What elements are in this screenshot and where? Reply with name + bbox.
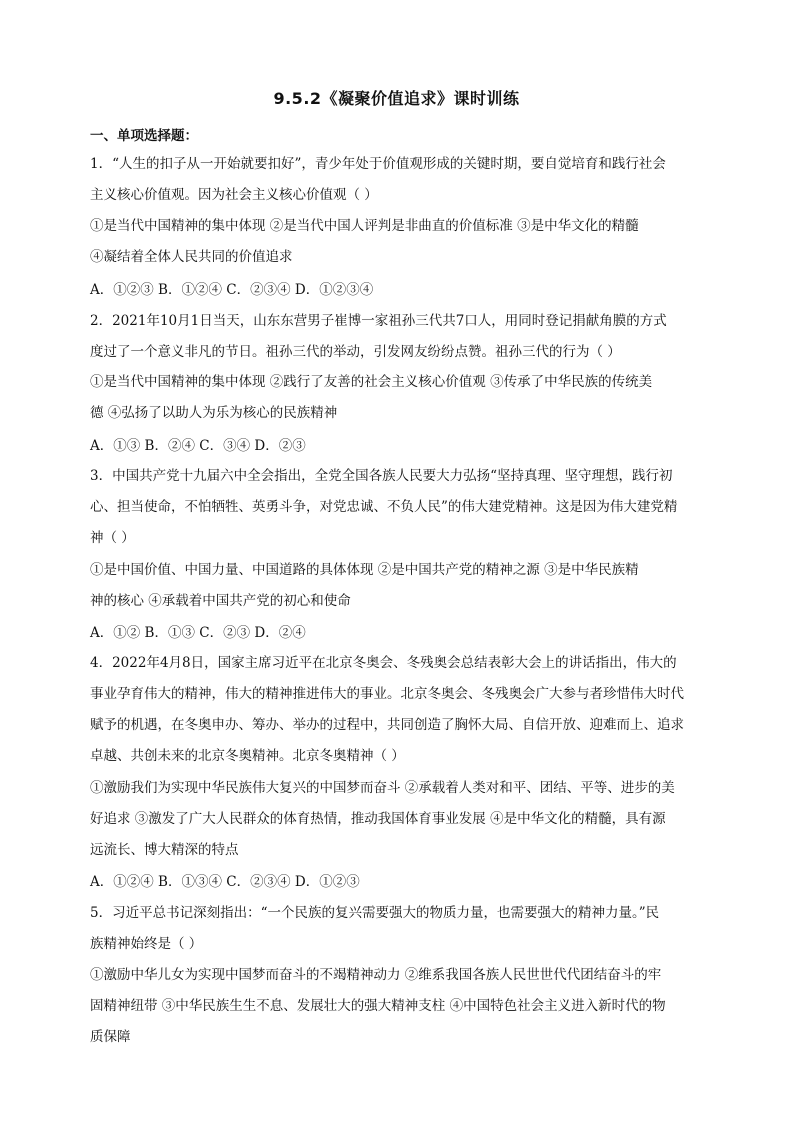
text-line: 事业孕育伟大的精神，伟大的精神推进伟大的事业。北京冬奥会、冬残奥会广大参与者珍惜伟大时代 [90,686,684,702]
text-line: ①是当代中国精神的集中体现 ②是当代中国人评判是非曲直的价值标准 ③是中华文化的精髓 [90,218,639,234]
text-line: 神的核心 ④承载着中国共产党的初心和使命 [90,593,351,609]
text-line: 卓越、共创未来的北京冬奥精神。北京冬奥精神（ ） [90,748,405,764]
text-line: 3．中国共产党十九届六中全会指出，全党全国各族人民要大力弘扬“坚持真理、坚守理想，践行初 [90,468,673,484]
text-line: 度过了一个意义非凡的节日。祖孙三代的举动，引发网友纷纷点赞。祖孙三代的行为（ ） [90,344,621,360]
text-line: 1．“人生的扣子从一开始就要扣好”，青少年处于价值观形成的关键时期，要自觉培育和践行社会 [90,156,666,172]
text-line: 固精神纽带 ③中华民族生生不息、发展壮大的强大精神支柱 ④中国特色社会主义进入新时代的物 [90,998,666,1014]
text-line: 德 ④弘扬了以助人为乐为核心的民族精神 [90,405,338,421]
answer-options: A．①② B．①③ C．②③ D．②④ [90,625,306,641]
text-line: 4．2022年4月8日，国家主席习近平在北京冬奥会、冬残奥会总结表彰大会上的讲话指出，伟大的 [90,655,677,671]
text-line: 主义核心价值观。因为社会主义核心价值观（ ） [90,187,378,203]
answer-options: A．①②③ B．①②④ C．②③④ D．①②③④ [90,282,374,298]
text-line: 5．习近平总书记深刻指出：“一个民族的复兴需要强大的物质力量，也需要强大的精神力量。”民 [90,905,660,921]
text-line: ①激励我们为实现中华民族伟大复兴的中国梦而奋斗 ②承载着人类对和平、团结、平等、进步的美 [90,780,675,796]
text-line: 族精神始终是（ ） [90,936,203,952]
answer-options: A．①③ B．②④ C．③④ D．②③ [90,438,306,454]
text-line: ①是当代中国精神的集中体现 ②践行了友善的社会主义核心价值观 ③传承了中华民族的传统美 [90,374,653,390]
document-title: 9.5.2《凝聚价值追求》课时训练 [273,89,520,108]
text-line: 质保障 [90,1029,131,1045]
text-line: ④凝结着全体人民共同的价值追求 [90,249,293,265]
text-line: ①是中国价值、中国力量、中国道路的具体体现 ②是中国共产党的精神之源 ③是中华民族精 [90,562,639,578]
text-line: 神（ ） [90,530,135,546]
section-heading: 一、单项选择题： [90,128,198,144]
text-line: 赋予的机遇，在冬奥申办、筹办、举办的过程中，共同创造了胸怀大局、自信开放、迎难而上、追求 [90,717,684,733]
text-line: 心、担当使命，不怕牺牲、英勇斗争，对党忠诚、不负人民”的伟大建党精神。这是因为伟大建党精 [90,499,678,515]
text-line: 好追求 ③激发了广大人民群众的体育热情，推动我国体育事业发展 ④是中华文化的精髓，具有源 [90,811,666,827]
text-line: 2．2021年10月1日当天，山东东营男子崔博一家祖孙三代共7口人，用同时登记捐献角膜的方式 [90,313,667,329]
text-line: 远流长、博大精深的特点 [90,842,239,858]
text-line: ①激励中华儿女为实现中国梦而奋斗的不竭精神动力 ②维系我国各族人民世世代代团结奋斗的牢 [90,967,662,983]
answer-options: A．①②④ B．①③④ C．②③④ D．①②③ [90,874,360,890]
